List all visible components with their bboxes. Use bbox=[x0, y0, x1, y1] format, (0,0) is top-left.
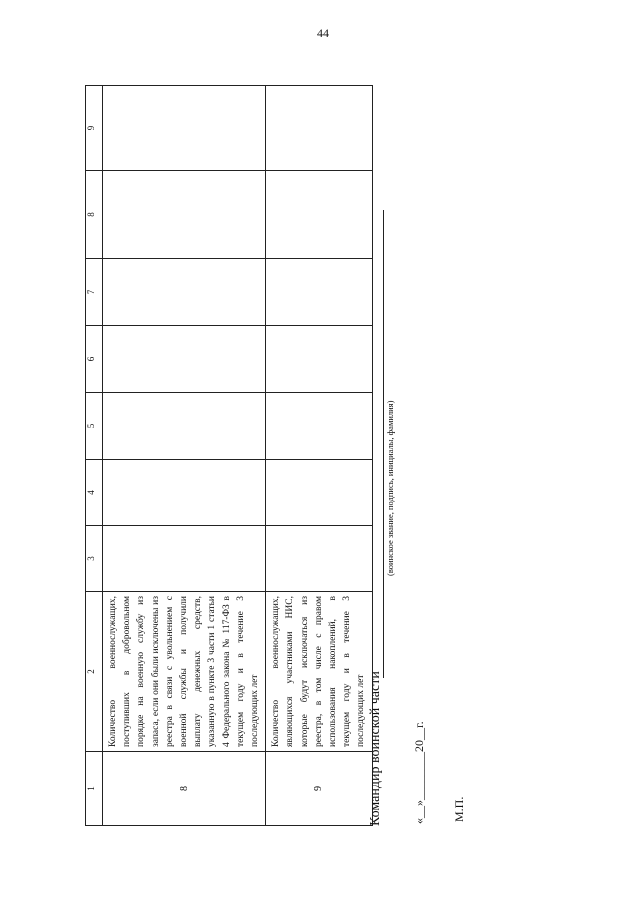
empty-cell bbox=[266, 171, 372, 259]
signature-caption: (воинское звание, подпись, инициалы, фамилия) bbox=[385, 400, 395, 576]
empty-cell bbox=[103, 86, 266, 171]
empty-cell bbox=[266, 326, 372, 393]
header-cell: 5 bbox=[86, 393, 103, 460]
header-cell: 9 bbox=[86, 86, 103, 171]
page-number: 44 bbox=[317, 26, 329, 40]
report-table bbox=[85, 85, 373, 826]
rotated-content bbox=[85, 86, 466, 826]
empty-cell bbox=[103, 526, 266, 592]
empty-cell bbox=[266, 526, 372, 592]
row-number: 9 bbox=[266, 752, 372, 826]
empty-cell bbox=[103, 393, 266, 460]
stamp-place: М.П. bbox=[452, 796, 466, 822]
header-cell: 2 bbox=[86, 592, 103, 752]
header-cell: 7 bbox=[86, 259, 103, 326]
empty-cell bbox=[103, 460, 266, 526]
empty-cell bbox=[266, 393, 372, 460]
row-description: Количество военнослужащих, являющихся участниками НИС, которые будут исключаться из реестра, в том числе с правом использования накоплений, в текущем году и в течение 3 последующих лет bbox=[266, 592, 372, 752]
table-row bbox=[266, 86, 372, 826]
date-field: «__»________20__г. bbox=[412, 721, 426, 824]
header-cell: 6 bbox=[86, 326, 103, 393]
empty-cell bbox=[266, 460, 372, 526]
header-cell: 1 bbox=[86, 752, 103, 826]
row-description: Количество военнослужащих, поступивших в добровольном порядке на военную службу из запаса, если они были исключены из реестра в связи с увольнением с военной службы и получили выплату денежных средств, указанную в пункте 3 части 1 статьи 4 Федерального закона № 117-ФЗ в текущем году и в течение 3 последующих лет bbox=[103, 592, 266, 752]
empty-cell bbox=[103, 171, 266, 259]
row-number: 8 bbox=[103, 752, 266, 826]
empty-cell bbox=[266, 259, 372, 326]
header-cell: 3 bbox=[86, 526, 103, 592]
header-cell: 8 bbox=[86, 171, 103, 259]
empty-cell bbox=[103, 326, 266, 393]
empty-cell bbox=[266, 86, 372, 171]
header-row bbox=[86, 86, 103, 826]
commander-title: Командир воинской части bbox=[368, 671, 383, 826]
table-row bbox=[103, 86, 266, 826]
empty-cell bbox=[103, 259, 266, 326]
header-cell: 4 bbox=[86, 460, 103, 526]
signature-line bbox=[383, 210, 384, 678]
